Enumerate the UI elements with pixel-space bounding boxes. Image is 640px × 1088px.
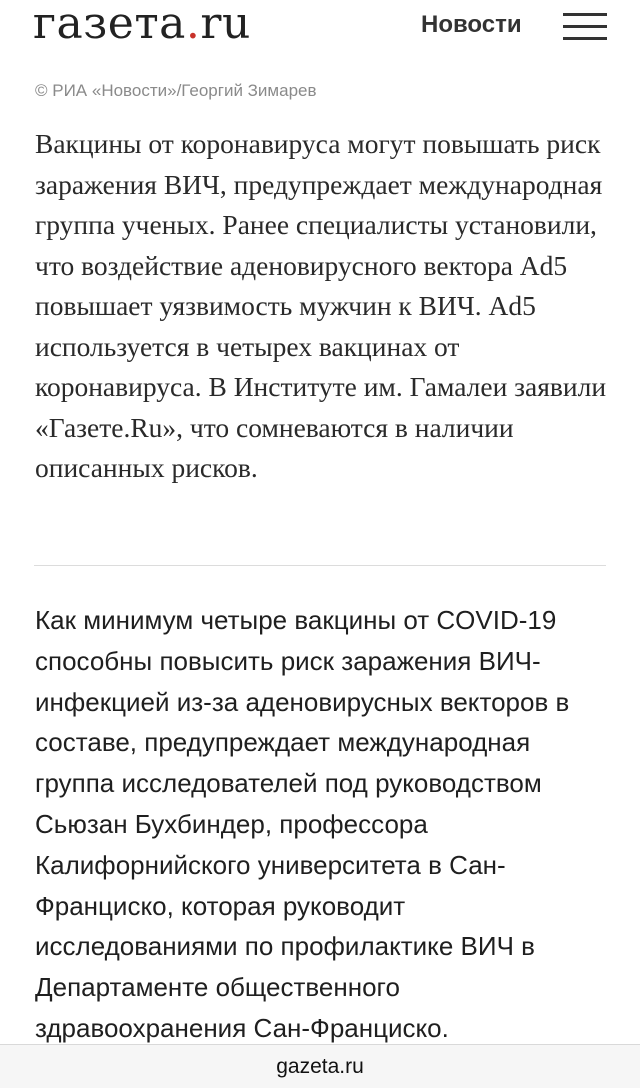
article-lead: Вакцины от коронавируса могут повышать риск заражения ВИЧ, предупреждает международная группа ученых. Ранее специалисты установили, что воздействие аденовирусного вектора Ad5 повышает уязвимость мужчин к ВИЧ. Ad5 используется в четырех вакцинах от коронавируса. В Институте им. Гамалеи заявили «Газете.Ru», что сомневаются в наличии описанных рисков. [35,128,607,483]
menu-line-middle [563,25,607,28]
logo-dot: . [185,0,201,49]
logo-text-right: ru [200,0,251,49]
browser-url[interactable]: gazeta.ru [276,1055,364,1078]
site-logo[interactable] [33,0,251,52]
menu-line-top [563,13,607,16]
article-body: Как минимум четыре вакцины от COVID-19 способны повысить риск заражения ВИЧ-инфекцией из-за аденовирусных векторов в составе, предупреждает международная группа исследователей под руководством Сьюзан Бухбиндер, профессора Калифорнийского университета в Сан-Франциско, которая руководит исследованиями по профилактике ВИЧ в Департаменте общественного здравоохранения Сан-Франциско. [35,605,570,1043]
browser-address-bar[interactable] [0,1044,640,1088]
logo-text-left: газета [33,0,186,49]
site-header [0,0,640,60]
menu-line-bottom [563,37,607,40]
news-nav-link[interactable]: Новости [421,11,522,38]
photo-credit: © РИА «Новости»/Георгий Зимарев [35,81,317,100]
divider [34,565,606,566]
hamburger-menu-icon[interactable] [563,13,607,41]
